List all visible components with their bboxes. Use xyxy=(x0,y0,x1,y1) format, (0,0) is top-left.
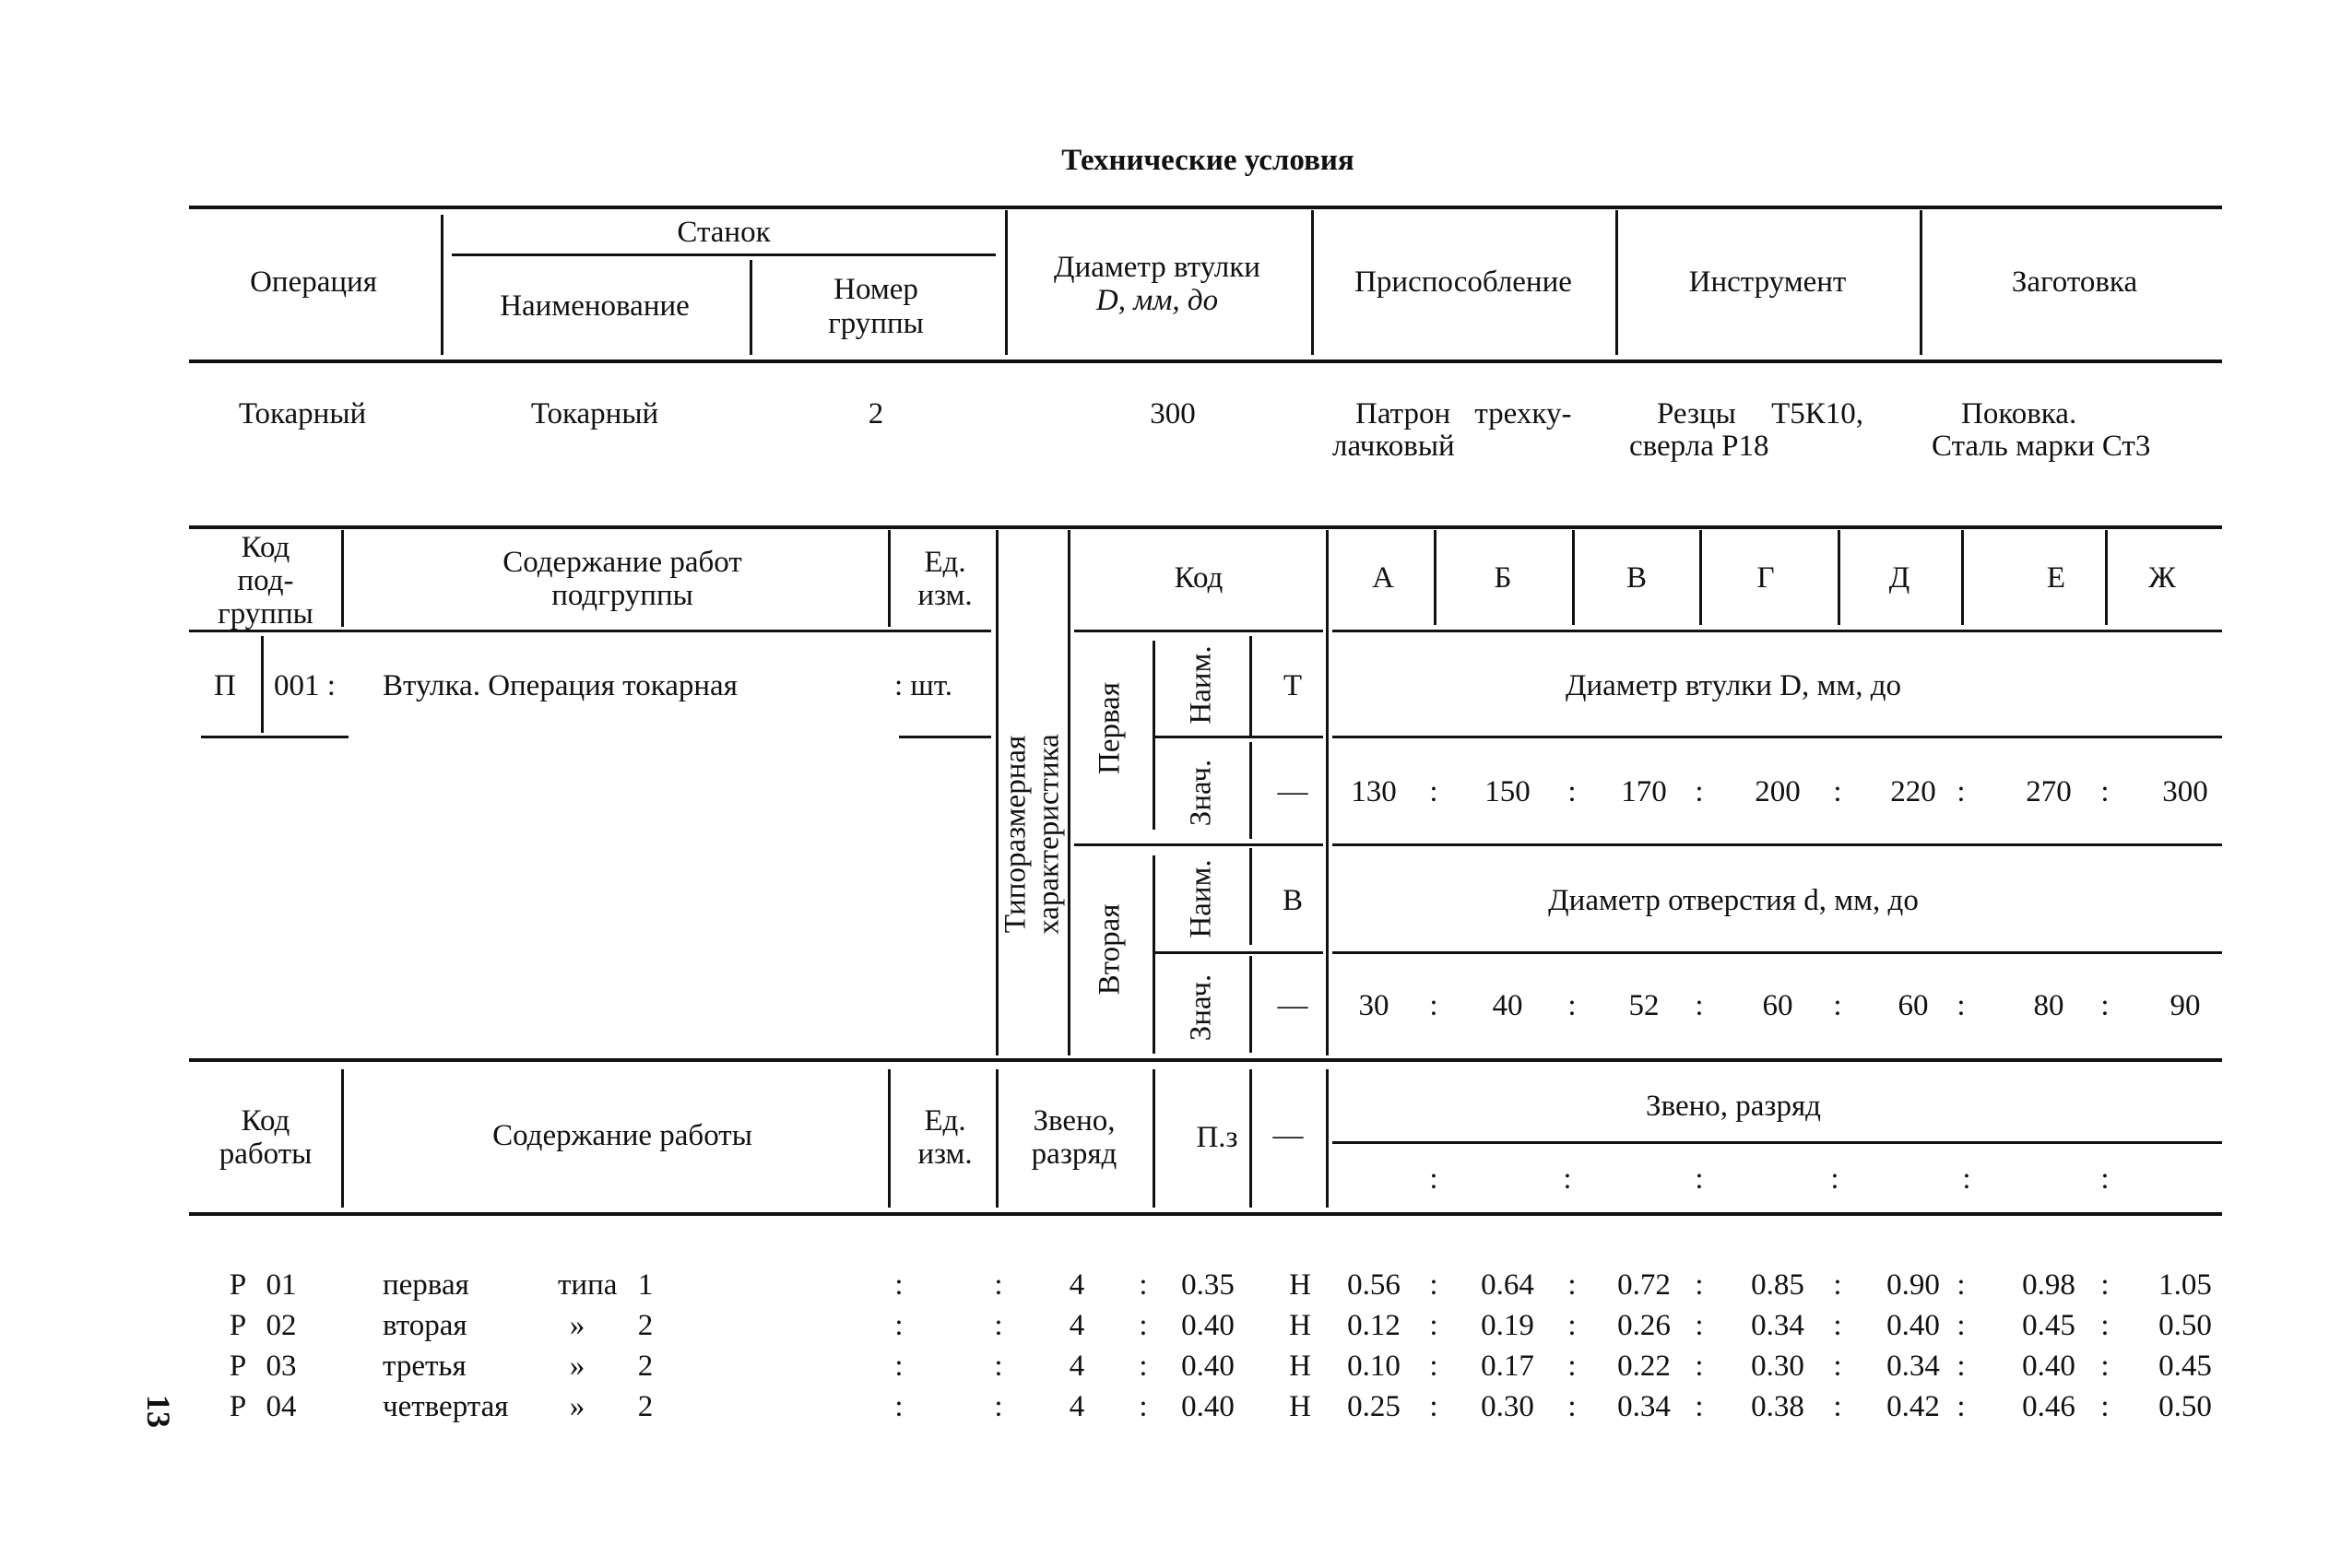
first-value: 150 xyxy=(1484,775,1531,808)
value-separator: : xyxy=(1957,1309,1966,1342)
work-type: типа xyxy=(558,1268,618,1302)
work-type-number: 1 xyxy=(637,1268,654,1302)
work-value: 0.12 xyxy=(1347,1309,1401,1342)
rule xyxy=(1074,843,1323,846)
value-separator: : xyxy=(2100,775,2110,808)
rule xyxy=(1153,736,1323,738)
unit-separator: : xyxy=(994,1390,1003,1423)
rule xyxy=(1153,951,1323,954)
value-separator: : xyxy=(1957,1268,1966,1302)
ditto-mark: » xyxy=(569,1390,585,1423)
first-value: 270 xyxy=(2026,775,2072,808)
col-divider xyxy=(1249,742,1252,839)
rank-separator: : xyxy=(1139,1268,1148,1302)
rank-separator: : xyxy=(1139,1309,1148,1342)
work-value: 0.25 xyxy=(1347,1390,1401,1423)
work-code-letter: Р xyxy=(229,1350,247,1383)
column-letter: Ж xyxy=(2148,561,2176,595)
work-value: 0.50 xyxy=(2158,1309,2212,1342)
cell-machine-name: Токарный xyxy=(530,397,659,430)
first-characteristic-name: Диаметр втулки D, мм, до xyxy=(1565,669,1902,702)
value-separator: : xyxy=(1429,1390,1438,1423)
rule xyxy=(1332,951,2222,954)
header-machine: Станок xyxy=(677,216,771,249)
work-value: 0.30 xyxy=(1481,1390,1534,1423)
header-diameter: Диаметр втулки xyxy=(1054,251,1260,284)
work-pz: 0.40 xyxy=(1181,1350,1235,1383)
value-separator: : xyxy=(1957,775,1966,808)
work-pz: 0.40 xyxy=(1181,1309,1235,1342)
col-divider xyxy=(1068,530,1070,1055)
header-operation: Операция xyxy=(250,265,377,299)
header-subgroup-unit-2: изм. xyxy=(917,579,973,612)
work-value: 0.40 xyxy=(1886,1309,1940,1342)
first-naim-label: Наим. xyxy=(1184,645,1218,725)
header-work-link-2: разряд xyxy=(1031,1138,1117,1171)
cell-operation: Токарный xyxy=(238,397,367,430)
link-rank-separator: : xyxy=(2100,1162,2110,1196)
value-separator: : xyxy=(1695,1309,1704,1342)
link-rank-separator: : xyxy=(1563,1162,1572,1196)
ditto-mark: » xyxy=(569,1309,585,1342)
value-separator: : xyxy=(1695,775,1704,808)
second-value: 90 xyxy=(2170,989,2201,1022)
cell-tool-2: сверла Р18 xyxy=(1629,430,1769,463)
work-name: четвертая xyxy=(383,1390,509,1423)
rule xyxy=(189,525,2222,529)
second-znach-label: Знач. xyxy=(1184,973,1218,1042)
value-separator: : xyxy=(1567,775,1577,808)
value-separator: : xyxy=(1695,1390,1704,1423)
work-value: 0.64 xyxy=(1481,1268,1534,1302)
link-rank-separator: : xyxy=(1695,1162,1704,1196)
rule xyxy=(1332,736,2222,738)
rule xyxy=(1332,1141,2222,1144)
rule xyxy=(201,736,349,738)
page-number: 13 xyxy=(140,1395,177,1428)
column-letter: В xyxy=(1626,561,1648,595)
work-pz: 0.35 xyxy=(1181,1268,1235,1302)
unit-separator: : xyxy=(894,1309,904,1342)
column-letter: Д xyxy=(1888,561,1910,595)
work-value: 0.34 xyxy=(1886,1350,1940,1383)
work-type-number: 2 xyxy=(637,1309,654,1342)
value-separator: : xyxy=(1429,1268,1438,1302)
subgroup-code-letter: П xyxy=(214,669,236,702)
cell-blank: Поковка. xyxy=(1961,397,2077,430)
value-separator: : xyxy=(1567,989,1577,1022)
unit-separator: : xyxy=(994,1309,1003,1342)
col-divider xyxy=(1434,530,1437,625)
value-separator: : xyxy=(1957,989,1966,1022)
work-value: 1.05 xyxy=(2158,1268,2212,1302)
rule xyxy=(189,1212,2222,1216)
work-type-number: 2 xyxy=(637,1350,654,1383)
work-value: 0.46 xyxy=(2022,1390,2075,1423)
header-work-content: Содержание работы xyxy=(492,1119,752,1152)
rule xyxy=(452,253,996,256)
rule xyxy=(1074,630,1323,632)
second-value: 40 xyxy=(1492,989,1523,1022)
header-fixture: Приспособление xyxy=(1354,265,1572,299)
value-separator: : xyxy=(1567,1309,1577,1342)
first-label: Первая xyxy=(1093,682,1127,774)
work-code-number: 02 xyxy=(266,1309,297,1342)
column-letter: Г xyxy=(1756,561,1775,595)
second-dash: — xyxy=(1277,989,1308,1022)
header-group-number: Номер xyxy=(834,273,918,306)
value-separator: : xyxy=(2100,989,2110,1022)
link-rank-separator: : xyxy=(1830,1162,1839,1196)
col-divider xyxy=(1005,210,1008,355)
work-value: 0.72 xyxy=(1617,1268,1671,1302)
first-value: 130 xyxy=(1351,775,1397,808)
ditto-mark: » xyxy=(569,1350,585,1383)
work-name: первая xyxy=(383,1268,469,1302)
work-code-number: 03 xyxy=(266,1350,297,1383)
work-pz: 0.40 xyxy=(1181,1390,1235,1423)
header-work-unit-2: изм. xyxy=(917,1138,973,1171)
section-title: Технические условия xyxy=(1061,144,1354,177)
work-norm-letter: Н xyxy=(1289,1390,1311,1423)
unit-separator: : xyxy=(994,1350,1003,1383)
first-znach-label: Знач. xyxy=(1184,759,1218,827)
col-divider xyxy=(750,260,752,355)
work-code-letter: Р xyxy=(229,1390,247,1423)
work-value: 0.56 xyxy=(1347,1268,1401,1302)
col-divider xyxy=(1311,210,1314,355)
col-divider xyxy=(1153,855,1155,1054)
work-code-number: 01 xyxy=(266,1268,297,1302)
value-separator: : xyxy=(1833,989,1842,1022)
work-value: 0.98 xyxy=(2022,1268,2075,1302)
col-divider xyxy=(1326,1069,1329,1208)
value-separator: : xyxy=(1695,1350,1704,1383)
header-pz: П.з xyxy=(1196,1121,1238,1154)
second-naim-label: Наим. xyxy=(1184,859,1218,938)
work-rank: 4 xyxy=(1069,1390,1085,1423)
value-separator: : xyxy=(1957,1390,1966,1423)
col-divider xyxy=(1572,530,1575,625)
unit-separator: : xyxy=(894,1268,904,1302)
value-separator: : xyxy=(1833,1350,1842,1383)
value-separator: : xyxy=(1429,1309,1438,1342)
value-separator: : xyxy=(1833,775,1842,808)
cell-tool: Резцы Т5К10, xyxy=(1657,397,1864,430)
subgroup-code-number: 001 : xyxy=(274,669,336,702)
value-separator: : xyxy=(1957,1350,1966,1383)
value-separator: : xyxy=(2100,1390,2110,1423)
rule xyxy=(189,360,2222,363)
work-value: 0.40 xyxy=(2022,1350,2075,1383)
first-dash: — xyxy=(1277,775,1308,808)
work-norm-letter: Н xyxy=(1289,1350,1311,1383)
cell-diameter: 300 xyxy=(1150,397,1196,430)
header-subgroup-content-2: подгруппы xyxy=(551,579,693,612)
value-separator: : xyxy=(1567,1390,1577,1423)
value-separator: : xyxy=(1429,989,1438,1022)
work-code-letter: Р xyxy=(229,1309,247,1342)
header-subgroup-content: Содержание работ xyxy=(502,546,742,579)
header-work-unit: Ед. xyxy=(924,1104,966,1138)
rank-separator: : xyxy=(1139,1390,1148,1423)
col-divider xyxy=(1961,530,1964,625)
first-value: 220 xyxy=(1890,775,1936,808)
link-rank-separator: : xyxy=(1962,1162,1971,1196)
value-separator: : xyxy=(1567,1350,1577,1383)
header-dash: — xyxy=(1272,1119,1304,1152)
work-value: 0.19 xyxy=(1481,1309,1534,1342)
work-code-number: 04 xyxy=(266,1390,297,1423)
header-group-number-2: группы xyxy=(828,307,924,340)
col-divider xyxy=(996,1069,999,1208)
value-separator: : xyxy=(2100,1350,2110,1383)
work-value: 0.42 xyxy=(1886,1390,1940,1423)
rank-separator: : xyxy=(1139,1350,1148,1383)
cell-blank-2: Сталь марки Ст3 xyxy=(1932,430,2151,463)
col-divider xyxy=(261,636,264,733)
col-divider xyxy=(1249,636,1252,737)
work-value: 0.50 xyxy=(2158,1390,2212,1423)
header-subgroup-code-2: под- xyxy=(237,564,294,597)
second-value: 60 xyxy=(1898,989,1929,1022)
work-name: вторая xyxy=(383,1309,467,1342)
work-value: 0.22 xyxy=(1617,1350,1671,1383)
work-norm-letter: Н xyxy=(1289,1309,1311,1342)
value-separator: : xyxy=(1567,1268,1577,1302)
header-subgroup-code-3: группы xyxy=(218,597,313,631)
work-type-number: 2 xyxy=(637,1390,654,1423)
work-value: 0.10 xyxy=(1347,1350,1401,1383)
subgroup-unit: : шт. xyxy=(894,669,953,702)
work-value: 0.45 xyxy=(2158,1350,2212,1383)
rule xyxy=(899,736,991,738)
work-value: 0.34 xyxy=(1617,1390,1671,1423)
rule xyxy=(1332,630,2222,632)
work-norm-letter: Н xyxy=(1289,1268,1311,1302)
col-divider xyxy=(1249,1069,1252,1208)
column-letter: Е xyxy=(2046,561,2066,595)
header-machine-name: Наименование xyxy=(500,289,690,323)
first-symbol: Т xyxy=(1283,669,1303,702)
value-separator: : xyxy=(1429,775,1438,808)
link-rank-separator: : xyxy=(1429,1162,1438,1196)
col-divider xyxy=(1326,530,1329,1055)
rule xyxy=(189,206,2222,209)
col-divider xyxy=(1838,530,1840,625)
header-diameter-2: D, мм, до xyxy=(1095,284,1219,317)
header-work-code: Код xyxy=(241,1104,290,1138)
col-divider xyxy=(1920,210,1922,355)
col-divider xyxy=(341,1069,344,1208)
second-symbol: В xyxy=(1282,884,1304,917)
value-separator: : xyxy=(2100,1309,2110,1342)
second-value: 60 xyxy=(1762,989,1793,1022)
header-work-link: Звено, xyxy=(1033,1104,1116,1138)
type-characteristic-label: Типоразмерная xyxy=(999,735,1033,934)
first-value: 170 xyxy=(1621,775,1667,808)
second-label: Вторая xyxy=(1093,903,1127,996)
first-value: 200 xyxy=(1755,775,1801,808)
work-value: 0.90 xyxy=(1886,1268,1940,1302)
col-divider xyxy=(341,530,344,627)
header-subgroup-code: Код xyxy=(241,531,290,564)
col-divider xyxy=(1153,641,1155,830)
type-characteristic-label-2: характеристика xyxy=(1032,734,1066,935)
second-value: 30 xyxy=(1358,989,1389,1022)
work-value: 0.30 xyxy=(1751,1350,1804,1383)
unit-separator: : xyxy=(994,1268,1003,1302)
col-divider xyxy=(1699,530,1702,625)
rule xyxy=(189,1058,2222,1062)
value-separator: : xyxy=(1429,1350,1438,1383)
header-work-code-2: работы xyxy=(219,1138,313,1171)
column-letter: А xyxy=(1372,561,1394,595)
unit-separator: : xyxy=(894,1390,904,1423)
rule xyxy=(1332,843,2222,846)
value-separator: : xyxy=(1833,1390,1842,1423)
work-value: 0.45 xyxy=(2022,1309,2075,1342)
subgroup-content: Втулка. Операция токарная xyxy=(383,669,738,702)
first-value: 300 xyxy=(2162,775,2208,808)
cell-fixture: Патрон трехку- xyxy=(1355,397,1572,430)
col-divider xyxy=(1249,956,1252,1053)
col-divider xyxy=(2105,530,2108,625)
col-divider xyxy=(1249,848,1252,945)
unit-separator: : xyxy=(894,1350,904,1383)
work-rank: 4 xyxy=(1069,1350,1085,1383)
second-value: 80 xyxy=(2033,989,2064,1022)
value-separator: : xyxy=(1833,1268,1842,1302)
work-value: 0.38 xyxy=(1751,1390,1804,1423)
work-name: третья xyxy=(383,1350,467,1383)
value-separator: : xyxy=(1695,1268,1704,1302)
value-separator: : xyxy=(1695,989,1704,1022)
cell-group-number: 2 xyxy=(868,397,884,430)
col-divider xyxy=(1153,1069,1155,1208)
col-divider xyxy=(888,1069,891,1208)
col-divider xyxy=(888,530,891,627)
work-value: 0.85 xyxy=(1751,1268,1804,1302)
second-value: 52 xyxy=(1628,989,1660,1022)
header-kod: Код xyxy=(1174,561,1224,595)
value-separator: : xyxy=(2100,1268,2110,1302)
work-rank: 4 xyxy=(1069,1268,1085,1302)
col-divider xyxy=(441,215,443,355)
work-value: 0.26 xyxy=(1617,1309,1671,1342)
header-tool: Инструмент xyxy=(1688,265,1847,299)
header-blank: Заготовка xyxy=(2011,265,2138,299)
column-letter: Б xyxy=(1494,561,1512,595)
value-separator: : xyxy=(1833,1309,1842,1342)
header-subgroup-unit: Ед. xyxy=(924,546,966,579)
work-rank: 4 xyxy=(1069,1309,1085,1342)
second-characteristic-name: Диаметр отверстия d, мм, до xyxy=(1548,884,1919,917)
header-link-rank: Звено, разряд xyxy=(1646,1090,1821,1123)
work-value: 0.17 xyxy=(1481,1350,1534,1383)
work-code-letter: Р xyxy=(229,1268,247,1302)
work-value: 0.34 xyxy=(1751,1309,1804,1342)
cell-fixture-2: лачковый xyxy=(1332,430,1455,463)
col-divider xyxy=(1615,210,1618,355)
